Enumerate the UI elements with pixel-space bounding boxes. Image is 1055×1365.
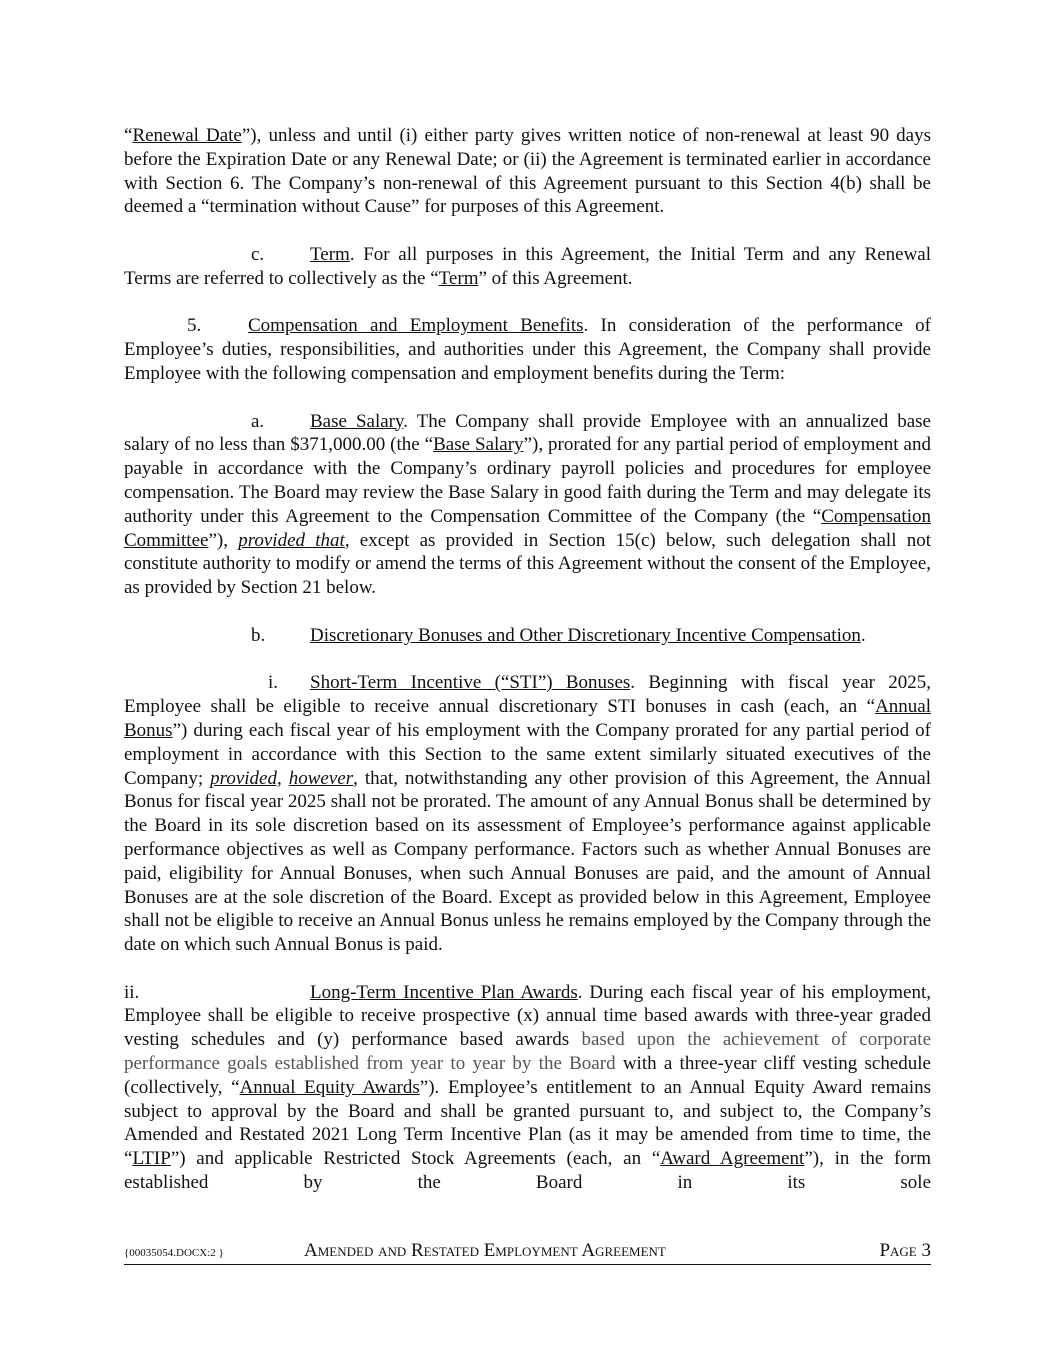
- text-run: . In consideration of the performance of Employee’s duties, responsibilities, and authorities under this Agreement, the Company shall provide Employee with the following compensation and employment benefits during the Term:: [124, 315, 931, 384]
- defined-term: provided that: [238, 529, 345, 551]
- section-number: i.: [267, 672, 278, 694]
- paragraph: [124, 671, 931, 957]
- page-footer: [124, 1240, 931, 1265]
- defined-term: Annual Equity Awards: [239, 1076, 420, 1098]
- footer-title: Amended and Restated Employment Agreement: [304, 1240, 666, 1261]
- text-run: ” of this Agreement.: [478, 267, 633, 289]
- text-run: . For all purposes in this Agreement, the Initial Term and any Renewal Terms are referred to collectively as the “: [124, 243, 931, 289]
- defined-term: Renewal Date: [132, 125, 242, 146]
- text-run: , that, notwithstanding any other provision of this Agreement, the Annual Bonus for fiscal year 2025 shall not be prorated. The amount of any Annual Bonus shall be determined by the Board in its sole discretion based on its assessment of Employee’s performance against applicable performance objectives as well as Company performance. Factors such as whether Annual Bonuses are paid, eligibility for Annual Bonuses, when such Annual Bonuses are paid, and the amount of Annual Bonuses are at the sole discretion of the Board. Except as provided below in this Agreement, Employee shall not be eligible to receive an Annual Bonus unless he remains employed by the Company through the date on which such Annual Bonus is paid.: [124, 767, 931, 956]
- paragraph: [124, 410, 931, 600]
- text-run: ”), unless and until (i) either party gives written notice of non-renewal at least 90 days before the Expiration Date or any Renewal Date; or (ii) the Agreement is terminated earlier in accordance with Section 6. The Company’s non-renewal of this Agreement pursuant to this Section 4(b) shall be deemed a “termination without Cause” for purposes of this Agreement.: [124, 125, 931, 218]
- defined-term: LTIP: [132, 1148, 171, 1170]
- defined-term: provided,: [210, 767, 282, 789]
- paragraph: [124, 243, 931, 291]
- footer-page-number: Page 3: [879, 1240, 931, 1261]
- text-run: . During each fiscal year of his employment, Employee shall be eligible to receive prospective (x) annual time based awards with three-year graded vesting schedules and (y) performance based awards: [124, 981, 931, 1051]
- text-run: , except as provided in Section 15(c) below, such delegation shall not constitute authority to modify or amend the terms of this Agreement without the consent of the Employee, as provided by Section 21 below.: [124, 529, 931, 599]
- section-number: ii.: [124, 981, 140, 1003]
- section-number: b.: [251, 624, 266, 646]
- defined-term: Short-Term Incentive (“STI”) Bonuses: [310, 672, 631, 694]
- section-number: c.: [251, 243, 265, 265]
- section-number: 5.: [187, 315, 202, 337]
- paragraph: [124, 124, 931, 219]
- paragraph: [124, 981, 931, 1195]
- defined-term: Compensation Committee: [124, 505, 931, 551]
- defined-term: Award Agreement: [660, 1148, 805, 1170]
- footer-doc-ref: {00035054.DOCX:2 }: [124, 1247, 224, 1259]
- defined-term: Discretionary Bonuses and Other Discretionary Incentive Compensation: [310, 624, 861, 646]
- text-run: . Beginning with fiscal year 2025, Employee shall be eligible to receive annual discretionary STI bonuses in cash (each, an “: [124, 672, 931, 718]
- text-run: .: [860, 624, 866, 646]
- text-run: [282, 768, 289, 789]
- text-run: ”), in the form established by the Board in its sole: [124, 1148, 931, 1194]
- text-run: ”), prorated for any partial period of employment and payable in accordance with the Company’s ordinary payroll policies and procedures for employee compensation. The Board may review the Base Salary in good faith during the Term and may delegate its authority under this Agreement to the Compensation Committee of the Company (the “: [124, 434, 931, 527]
- text-run: with a three-year cliff vesting schedule (collectively, “: [124, 1053, 931, 1098]
- text-run: ”) during each fiscal year of his employment with the Company prorated for any partial period of employment in accordance with this Section to the same extent similarly situated executives of the Company;: [124, 719, 931, 789]
- defined-term: Term: [310, 243, 350, 265]
- text-run: ”). Employee’s entitlement to an Annual Equity Award remains subject to approval by the Board and shall be granted pursuant to, and subject to, the Company’s Amended and Restated 2021 Long Term Incentive Plan (as it may be amended from time to time, the “: [124, 1076, 931, 1170]
- defined-term: Long-Term Incentive Plan Awards: [310, 981, 578, 1003]
- section-number: a.: [251, 410, 265, 432]
- text-run: . The Company shall provide Employee with an annualized base salary of no less than $371,000.00 (the “: [124, 410, 931, 456]
- text-run: ”) and applicable Restricted Stock Agreements (each, an “: [170, 1148, 661, 1170]
- paragraph: [124, 314, 931, 385]
- paragraph: [124, 624, 931, 648]
- defined-term: however: [288, 767, 354, 789]
- defined-term: Compensation and Employment Benefits: [248, 315, 584, 337]
- text-run: “: [124, 125, 133, 146]
- document-body: [124, 124, 931, 1195]
- defined-term: Base Salary: [433, 434, 524, 456]
- defined-term: Term: [438, 267, 479, 289]
- text-run: ”),: [208, 529, 239, 551]
- text-run: based upon the achievement of corporate performance goals established from year to year by the Board: [124, 1029, 931, 1075]
- defined-term: Base Salary: [310, 410, 404, 432]
- defined-term: Annual Bonus: [124, 696, 931, 741]
